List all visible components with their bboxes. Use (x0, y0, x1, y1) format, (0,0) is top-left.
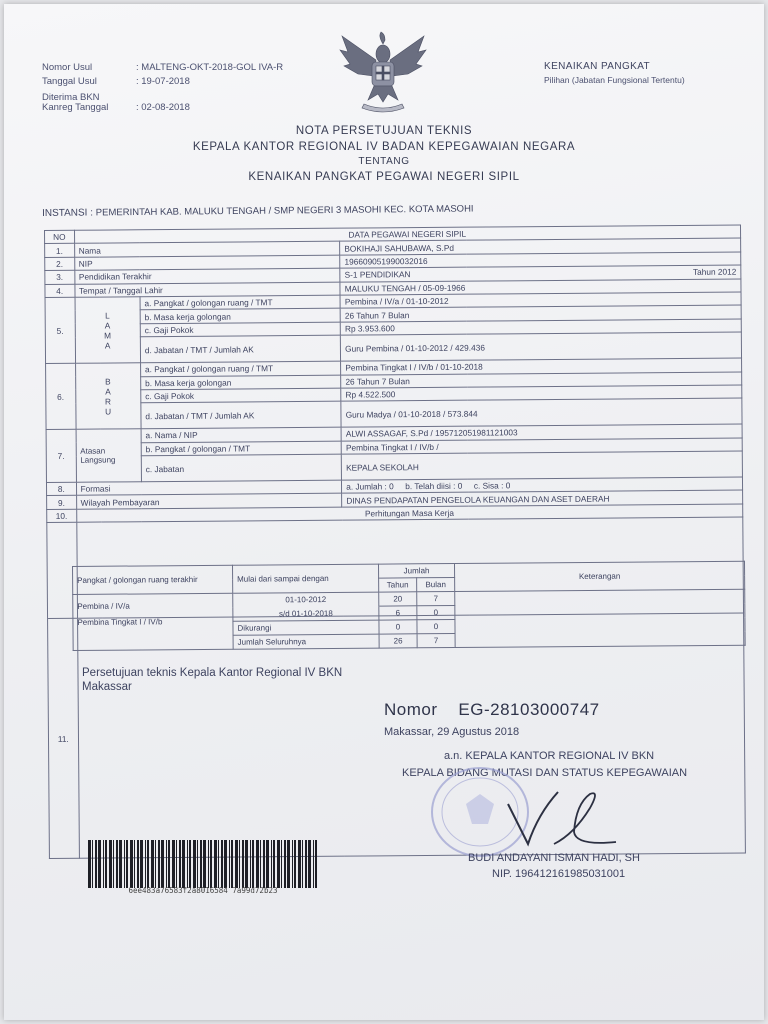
barcode-bar (313, 840, 314, 888)
barcode-bar (95, 840, 97, 888)
keterangan-cell (455, 589, 745, 647)
atasan-label: Atasan Langsung (76, 429, 142, 482)
signature-icon (504, 784, 624, 854)
row-number: 10. (47, 509, 77, 523)
row-value: 196609051990032016 (340, 252, 741, 269)
perhitungan-masa-kerja-table (72, 561, 746, 651)
instansi-label: INSTANSI : (42, 207, 94, 219)
barcode-bar (130, 840, 133, 888)
instansi-value: PEMERINTAH KAB. MALUKU TENGAH / SMP NEGERI 3 MASOHI KEC. KOTA MASOHI (95, 203, 474, 219)
row-label: a. Pangkat / golongan ruang / TMT (140, 295, 340, 310)
nip-pejabat: NIP. 196412161985031001 (492, 868, 626, 880)
col-mulai-header: Mulai dari sampai dengan (232, 564, 378, 593)
row-value: Rp 4.522.500 (341, 385, 742, 402)
row-label: c. Gaji Pokok (141, 388, 341, 403)
tempat-tanggal: Makassar, 29 Agustus 2018 (384, 726, 520, 738)
barcode-bar (166, 840, 167, 888)
barcode-bar (284, 840, 286, 888)
barcode-bar (298, 840, 301, 888)
barcode-bar (126, 840, 128, 888)
barcode-text: 6ee483a76583f2a8016584 7a99d72b23 (128, 886, 278, 895)
kepala-bidang-line: KEPALA BIDANG MUTASI DAN STATUS KEPEGAWAIAN (402, 767, 688, 779)
row-label: a. Nama / NIP (141, 427, 341, 442)
barcode-bar (134, 840, 135, 888)
barcode-bar (119, 840, 122, 888)
barcode-bar (292, 840, 293, 888)
barcode-bar (308, 840, 311, 888)
barcode-bar (179, 840, 181, 888)
barcode-bar (294, 840, 296, 888)
barcode-bar (231, 840, 233, 888)
barcode-bar (155, 840, 156, 888)
barcode-bar (235, 840, 238, 888)
lama-vertical-label (75, 297, 141, 364)
vertical-letter: A (104, 320, 111, 331)
barcode-bar (200, 840, 202, 888)
title-line-4: KENAIKAN PANGKAT PEGAWAI NEGERI SIPIL (248, 171, 520, 183)
row-number: 3. (45, 270, 75, 284)
pangkat-item: Pembina / IV/a (77, 601, 130, 611)
bulan-cell: 7 (417, 633, 455, 647)
barcode-icon (88, 840, 318, 888)
barcode-bar (263, 840, 265, 888)
barcode-bar (113, 840, 114, 888)
tahun-cell: 26 (379, 634, 417, 648)
row-label: Wilayah Pembayaran (76, 494, 342, 509)
baru-vertical-label (75, 363, 141, 430)
barcode-bar (277, 840, 280, 888)
perhitungan-title: Perhitungan Masa Kerja (76, 504, 743, 523)
barcode-bar (151, 840, 154, 888)
row-label: c. Jabatan (141, 454, 342, 482)
row-number: 7. (46, 430, 76, 483)
row-number: 9. (47, 496, 77, 510)
row-number: 1. (45, 244, 75, 258)
vertical-letter: M (104, 330, 112, 341)
row-number: 11. (48, 619, 79, 859)
col-bulan-header: Bulan (417, 577, 455, 591)
row-number: 8. (46, 482, 76, 496)
row-label: d. Jabatan / TMT / Jumlah AK (141, 401, 342, 429)
barcode-bar (98, 840, 101, 888)
row-label: NIP (74, 255, 340, 270)
pendidikan-tahun: Tahun 2012 (692, 266, 737, 278)
row-label: Nama (74, 242, 340, 257)
row-value: Guru Madya / 01-10-2018 / 573.844 (341, 398, 742, 427)
bulan-cell: 0 (417, 619, 455, 633)
barcode-bar (210, 840, 212, 888)
barcode-bar (221, 840, 223, 888)
row-number: 4. (45, 284, 75, 298)
barcode-bar (239, 840, 240, 888)
formasi-telah-diisi: b. Telah diisi : 0 (405, 480, 463, 492)
diterima-bkn-label: Diterima BKN (42, 92, 100, 103)
kanreg-tanggal-label: Kanreg Tanggal (42, 102, 109, 113)
document-page (4, 4, 764, 1020)
col-jumlah-header: Jumlah (378, 563, 454, 578)
barcode-bar (305, 840, 307, 888)
formasi-sisa: c. Sisa : 0 (473, 480, 511, 491)
barcode-bar (124, 840, 125, 888)
barcode-bar (140, 840, 143, 888)
row-label: b. Masa kerja golongan (140, 309, 340, 324)
jumlah-seluruhnya-label: Jumlah Seluruhnya (233, 634, 379, 649)
tahun-cell: 0 (379, 620, 417, 634)
data-pegawai-table (44, 225, 746, 860)
tahun-cell: 20 (379, 592, 417, 606)
barcode-bar (271, 840, 272, 888)
pilihan-text: Pilihan (Jabatan Fungsional Tertentu) (544, 75, 685, 85)
row-label: b. Masa kerja golongan (141, 375, 341, 390)
garuda-emblem-icon (338, 30, 428, 114)
row-label: Pendidikan Terakhir (74, 268, 340, 283)
barcode-bar (103, 840, 104, 888)
barcode-bar (168, 840, 170, 888)
row-value: 26 Tahun 7 Bulan (341, 372, 742, 389)
row-label: Formasi (76, 480, 342, 495)
barcode-bar (158, 840, 160, 888)
row-value: KEPALA SEKOLAH (341, 451, 742, 480)
barcode-bar (92, 840, 93, 888)
barcode-bar (161, 840, 164, 888)
tahun-cell: 6 (379, 606, 417, 620)
vertical-letter: R (104, 396, 112, 407)
vertical-letter: A (105, 386, 111, 397)
vertical-letter: B (105, 376, 111, 387)
row-value: ALWI ASSAGAF, S.Pd / 195712051981121003 (341, 424, 742, 441)
barcode-bar (193, 840, 196, 888)
barcode-bar (137, 840, 139, 888)
row-label: a. Pangkat / golongan ruang / TMT (140, 361, 340, 376)
barcode-bar (287, 840, 290, 888)
barcode-bar (145, 840, 146, 888)
barcode-bar (229, 840, 230, 888)
row-value: 26 Tahun 7 Bulan (340, 305, 741, 322)
row-value: DINAS PENDAPATAN PENGELOLA KEUANGAN DAN ASET DAERAH (342, 490, 743, 507)
barcode-bar (302, 840, 303, 888)
date-to: s/d 01-10-2018 (233, 606, 379, 621)
barcode-bar (176, 840, 177, 888)
nomor-usul-label: Nomor Usul (42, 62, 93, 73)
col-tahun-header: Tahun (379, 578, 417, 592)
title-line-1: NOTA PERSETUJUAN TEKNIS (295, 125, 473, 137)
barcode-bar (182, 840, 185, 888)
row-number: 5. (45, 297, 75, 363)
barcode-bar (147, 840, 149, 888)
col-pangkat-header: Pangkat / golongan ruang terakhir (73, 565, 233, 594)
nomor-usul-value: : MALTENG-OKT-2018-GOL IVA-R (136, 62, 284, 73)
row-label: Tempat / Tanggal Lahir (74, 282, 340, 297)
pendidikan-value: S-1 PENDIDIKAN (344, 269, 411, 280)
barcode-bar (315, 840, 317, 888)
barcode-bar (281, 840, 282, 888)
no-header: NO (45, 230, 75, 244)
barcode-bar (266, 840, 269, 888)
row-label: b. Pangkat / golongan / TMT (141, 441, 341, 456)
barcode-bar (203, 840, 206, 888)
dikurangi-label: Dikurangi (233, 620, 379, 635)
barcode-bar (116, 840, 118, 888)
row-value: Guru Pembina / 01-10-2012 / 429.436 (341, 332, 742, 361)
atas-nama-line: a.n. KEPALA KANTOR REGIONAL IV BKN (444, 750, 655, 762)
formasi-jumlah: a. Jumlah : 0 (346, 481, 394, 492)
row-number: 2. (45, 257, 75, 271)
row-value: MALUKU TENGAH / 05-09-1966 (340, 279, 741, 296)
col-keterangan-header: Keterangan (455, 561, 745, 591)
data-header: DATA PEGAWAI NEGERI SIPIL (74, 225, 741, 244)
kanreg-tanggal-value: : 02-08-2018 (136, 102, 190, 113)
barcode-bar (189, 840, 191, 888)
barcode-bar (273, 840, 275, 888)
barcode-bar (224, 840, 227, 888)
row-label: d. Jabatan / TMT / Jumlah AK (140, 335, 341, 363)
row-value: Pembina / IV/a / 01-10-2012 (340, 292, 741, 309)
pangkat-item: Pembina Tingkat I / IV/b (77, 617, 163, 627)
row-number: 6. (46, 363, 76, 429)
row-value: Pembina Tingkat I / IV/b / (341, 438, 742, 455)
makassar-text: Makassar (82, 681, 132, 693)
title-line-3: TENTANG (358, 156, 410, 167)
barcode-bar (245, 840, 248, 888)
barcode-bar (197, 840, 198, 888)
row-value: Pembina Tingkat I / IV/b / 01-10-2018 (341, 358, 742, 375)
barcode-bar (250, 840, 251, 888)
barcode-bar (172, 840, 175, 888)
barcode-bar (242, 840, 244, 888)
barcode-bar (109, 840, 112, 888)
vertical-letter: U (105, 406, 112, 417)
barcode-bar (256, 840, 259, 888)
nama-pejabat: BUDI ANDAYANI ISMAN HADI, SH (468, 852, 640, 864)
date-from: 01-10-2012 (233, 592, 379, 607)
barcode-bar (218, 840, 219, 888)
tanggal-usul-value: : 19-07-2018 (136, 76, 190, 87)
row-value: Rp 3.953.600 (340, 319, 741, 336)
vertical-letter: A (104, 340, 111, 351)
vertical-letter: L (105, 310, 110, 321)
barcode-bar (214, 840, 217, 888)
bulan-cell: 0 (417, 605, 455, 619)
barcode-bar (260, 840, 261, 888)
barcode-bar (252, 840, 254, 888)
tanggal-usul-label: Tanggal Usul (42, 76, 97, 87)
barcode-bar (187, 840, 188, 888)
barcode-bar (208, 840, 209, 888)
kenaikan-pangkat-title: KENAIKAN PANGKAT (544, 61, 651, 72)
row-value: BOKIHAJI SAHUBAWA, S.Pd (340, 238, 741, 255)
bulan-cell: 7 (417, 591, 455, 605)
title-line-2: KEPALA KANTOR REGIONAL IV BADAN KEPEGAWAIAN NEGARA (192, 141, 576, 153)
row-label: c. Gaji Pokok (140, 322, 340, 337)
pangkat-list (73, 593, 233, 650)
nomor-persetujuan: Nomor EG-28103000747 (384, 700, 600, 719)
barcode-bar (88, 840, 91, 888)
barcode-bar (105, 840, 107, 888)
persetujuan-text: Persetujuan teknis Kepala Kantor Regional IV BKN (82, 667, 343, 679)
instansi-line (42, 203, 474, 219)
